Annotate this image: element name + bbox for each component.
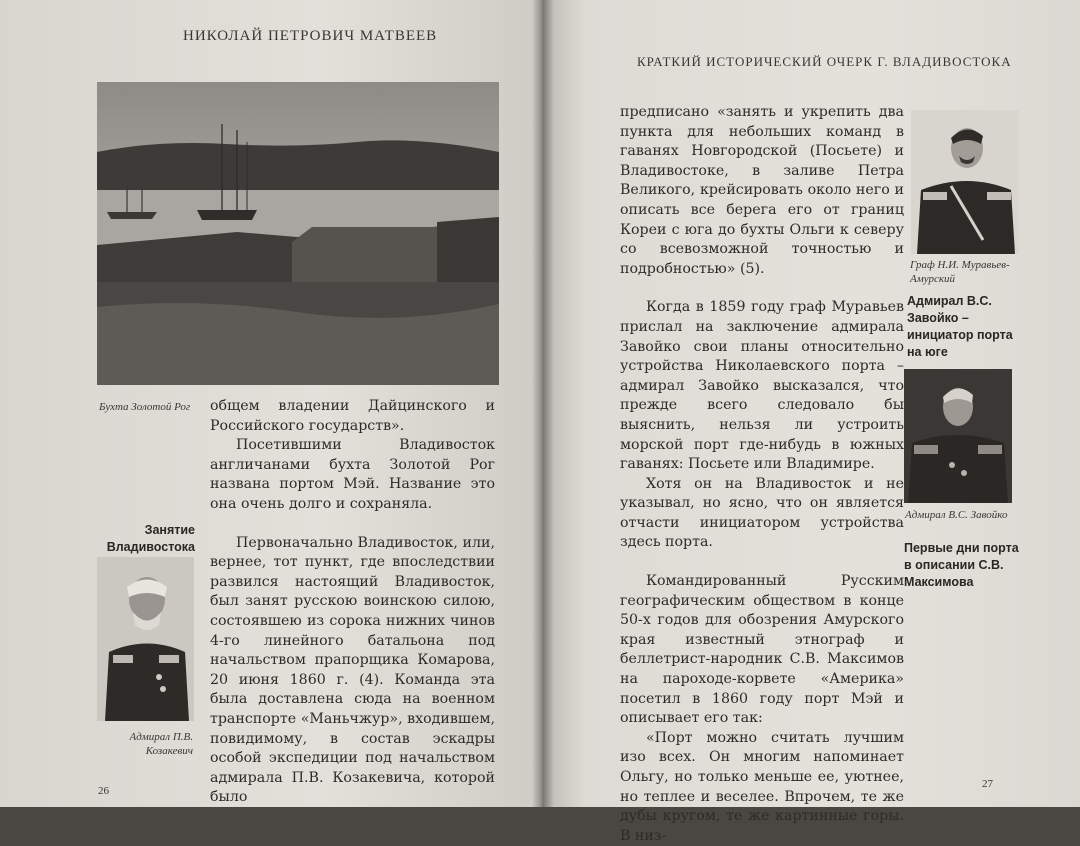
book-gutter bbox=[532, 0, 554, 807]
right-body-text bbox=[620, 103, 904, 846]
right-paragraph-2: Когда в 1859 году граф Муравьев прислал на заключение адмирала Завойко свои планы относительно устройства Николаевского порта – адмирал Завойко высказался, что прежде всего следовало бы выяснить, нельзя ли устроить морской порт где-нибудь в южных гаванях: Посьете или Владимире. bbox=[620, 299, 904, 473]
left-paragraph-3: Первоначально Владивосток, или, вернее, тот пункт, где впоследствии развился настоящий Владивосток, был занят русскою воинскою силою, состоявшею из сорока нижних чинов 4-го линейного батальона под начальством прапорщика Комарова, 20 июня 1860 г. (4). Команда эта была доставлена сюда на военном транспорте «Маньчжур», входившем, повидимому, в состав эскадры особой экспедиции под начальством адмирала П.В. Козакевича, которой было bbox=[210, 534, 495, 806]
portrait-zavoyko bbox=[904, 369, 1012, 503]
left-page bbox=[0, 0, 542, 807]
left-body-text bbox=[210, 397, 495, 808]
portrait-kozakevich-caption: Адмирал П.В. Козакевич bbox=[129, 731, 193, 757]
harbor-photo-caption: Бухта Золотой Рог bbox=[99, 401, 191, 413]
left-paragraph-1: общем владении Дайцинского и Российского государств». bbox=[210, 398, 495, 434]
portrait-zavoyko-image bbox=[904, 369, 1012, 503]
portrait-muravyov bbox=[911, 110, 1019, 254]
running-head-left: НИКОЛАЙ ПЕТРОВИЧ МАТВЕЕВ bbox=[183, 28, 438, 44]
portrait-kozakevich-image bbox=[97, 557, 194, 721]
page-number-left: 26 bbox=[98, 785, 109, 797]
portrait-kozakevich bbox=[97, 557, 194, 721]
right-paragraph-3: Хотя он на Владивосток и не указывал, но ясно, что он является отчасти инициатором устройства здесь порта. bbox=[620, 475, 904, 551]
right-paragraph-1: предписано «занять и укрепить два пункта для небольших команд в гаванях Новгородской (Посьете) и Владивостоке, в заливе Петра Великого, крейсировать около него и описать все берега его от границ Кореи с юга до бухты Ольги к северу со всевозможной точностью и подробностью» (5). bbox=[620, 104, 904, 277]
side-heading-occupation: Занятие Владивостока bbox=[106, 523, 195, 554]
harbor-photo-image bbox=[97, 82, 499, 385]
right-paragraph-4: Командированный Русским географическим обществом в конце 50-х годов для обозрения Амурского края известный этнограф и беллетрист-народник С.В. Максимов на пароходе-корвете «Америка» посетил в 1860 году порт Мэй и описывает его так: bbox=[620, 573, 904, 727]
side-heading-zavoyko: Адмирал В.С. Завойко – инициатор порта на юге bbox=[907, 294, 1013, 359]
right-page bbox=[542, 0, 1080, 844]
side-heading-maksimov: Первые дни порта в описании С.В. Максимова bbox=[904, 541, 1019, 589]
portrait-zavoyko-caption: Адмирал В.С. Завойко bbox=[905, 509, 1008, 521]
left-paragraph-2: Посетившими Владивосток англичанами бухта Золотой Рог названа портом Мэй. Название это она очень долго и сохраняла. bbox=[210, 437, 495, 512]
portrait-muravyov-image bbox=[911, 110, 1019, 254]
portrait-muravyov-caption: Граф Н.И. Муравьев-Амурский bbox=[910, 259, 1010, 285]
harbor-photo bbox=[97, 82, 499, 385]
right-paragraph-5: «Порт можно считать лучшим изо всех. Он многим напоминает Ольгу, но только меньше ее, уютнее, но теплее и веселее. Впрочем, те же дубы кругом, те же картинные горы. В низ- bbox=[620, 729, 904, 844]
running-head-right: КРАТКИЙ ИСТОРИЧЕСКИЙ ОЧЕРК Г. ВЛАДИВОСТОКА bbox=[637, 54, 1012, 69]
page-number-right: 27 bbox=[982, 778, 993, 790]
